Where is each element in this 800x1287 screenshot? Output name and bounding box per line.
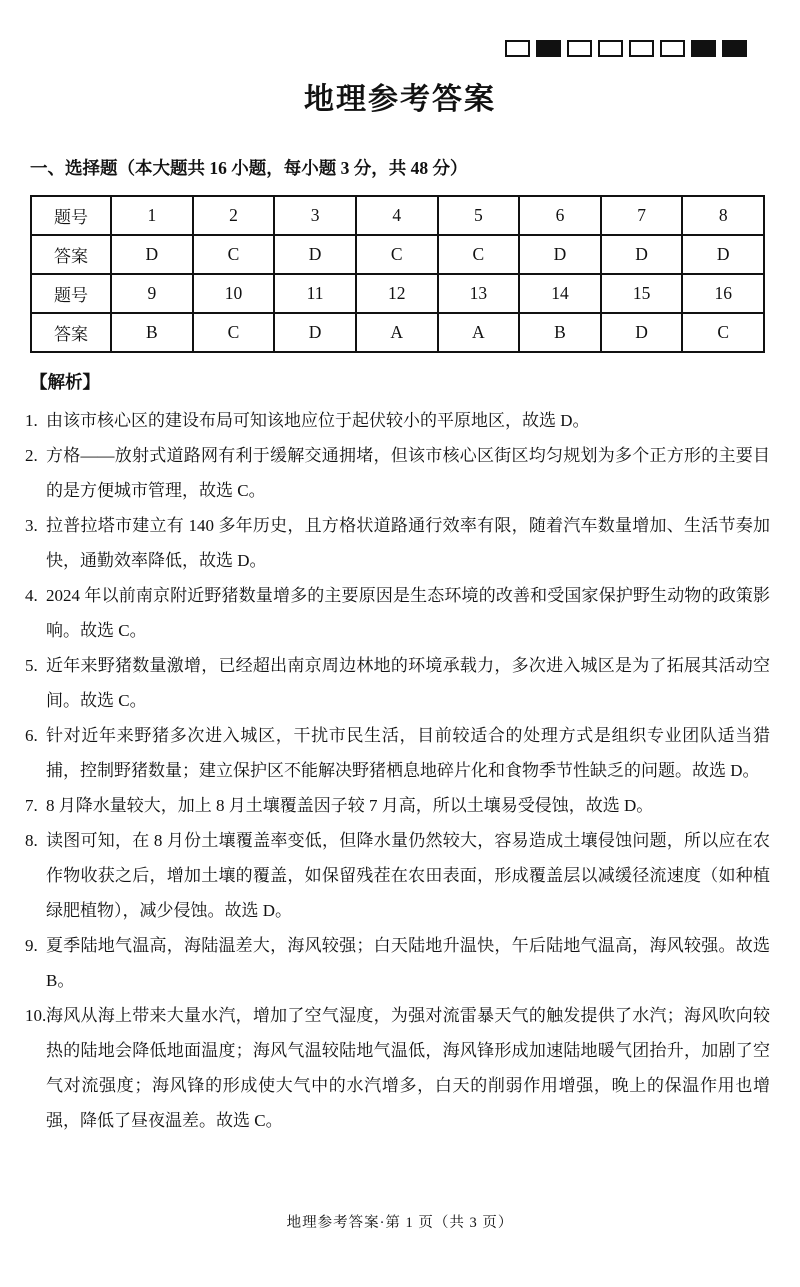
answer-row-2 [31,313,764,352]
question-number-row-2-cell: 9 [111,274,193,313]
analysis-item-text: 8 月降水量较大，加上 8 月土壤覆盖因子较 7 月高，所以土壤易受侵蚀，故选 D。 [46,796,654,815]
question-number-row-1-cell: 1 [111,196,193,235]
analysis-item-5 [25,648,770,718]
answer-row-1-cell: D [601,235,683,274]
answer-table [30,195,765,353]
crop-mark-filled [536,40,561,57]
answer-row-2-cell: A [438,313,520,352]
analysis-item-number: 7. [25,796,38,815]
analysis-item-number: 4. [25,586,38,605]
question-number-row-1-cell: 4 [356,196,438,235]
analysis-item-text: 海风从海上带来大量水汽，增加了空气湿度，为强对流雷暴天气的触发提供了水汽；海风吹向较热的陆地会降低地面温度；海风气温较陆地气温低，海风锋形成加速陆地暖气团抬升，加剧了空气对流强度；海风锋的形成使大气中的水汽增多，白天的削弱作用增强，晚上的保温作用也增强，降低了昼夜温差。故选 C。 [46,1006,770,1130]
question-number-row-2-label: 题号 [31,274,111,313]
print-registration-marks [505,40,747,57]
analysis-item-number: 10. [25,1006,47,1025]
analysis-item-8 [25,823,770,928]
analysis-item-number: 9. [25,936,38,955]
crop-mark-filled [722,40,747,57]
analysis-item-text: 近年来野猪数量激增，已经超出南京周边林地的环境承载力，多次进入城区是为了拓展其活动空间。故选 C。 [46,656,770,710]
analysis-item-number: 5. [25,656,38,675]
answer-row-1-label: 答案 [31,235,111,274]
question-number-row-2-cell: 10 [193,274,275,313]
analysis-item-number: 8. [25,831,38,850]
analysis-item-3 [25,508,770,578]
question-number-row-2-cell: 16 [682,274,764,313]
analysis-item-number: 3. [25,516,38,535]
question-number-row-1-label: 题号 [31,196,111,235]
question-number-row-1-cell: 3 [274,196,356,235]
analysis-item-10 [25,998,770,1138]
page-footer: 地理参考答案·第 1 页（共 3 页） [286,1215,514,1231]
question-number-row-2-cell: 11 [274,274,356,313]
answer-row-1-cell: D [111,235,193,274]
page-title: 地理参考答案 [304,83,496,116]
answer-row-2-cell: A [356,313,438,352]
question-number-row-1-cell: 8 [682,196,764,235]
question-number-row-2 [31,274,764,313]
answer-row-2-cell: C [193,313,275,352]
question-number-row-1-cell: 6 [519,196,601,235]
answer-row-2-cell: C [682,313,764,352]
answer-row-1 [31,235,764,274]
answer-row-1-cell: C [193,235,275,274]
answer-row-2-label: 答案 [31,313,111,352]
question-number-row-1-cell: 7 [601,196,683,235]
analysis-item-6 [25,718,770,788]
question-number-row-2-cell: 15 [601,274,683,313]
analysis-item-2 [25,438,770,508]
analysis-item-number: 1. [25,411,38,430]
analysis-item-text: 方格——放射式道路网有利于缓解交通拥堵，但该市核心区街区均匀规划为多个正方形的主要目的是方便城市管理，故选 C。 [46,446,770,500]
analysis-item-text: 2024 年以前南京附近野猪数量增多的主要原因是生态环境的改善和受国家保护野生动物的政策影响。故选 C。 [46,586,770,640]
analysis-item-text: 拉普拉塔市建立有 140 多年历史，且方格状道路通行效率有限，随着汽车数量增加、生活节奏加快，通勤效率降低，故选 D。 [46,516,770,570]
answer-table-body [31,196,764,352]
crop-mark-empty [660,40,685,57]
answer-row-2-cell: B [519,313,601,352]
answer-row-1-cell: C [356,235,438,274]
analysis-item-7 [25,788,770,823]
question-number-row-1 [31,196,764,235]
question-number-row-2-cell: 12 [356,274,438,313]
analysis-item-9 [25,928,770,998]
answer-row-1-cell: C [438,235,520,274]
analysis-item-4 [25,578,770,648]
question-number-row-1-cell: 5 [438,196,520,235]
question-number-row-2-cell: 13 [438,274,520,313]
answer-row-2-cell: D [601,313,683,352]
answer-row-1-cell: D [682,235,764,274]
analysis-item-number: 2. [25,446,38,465]
analysis-item-number: 6. [25,726,38,745]
section-heading: 一、选择题（本大题共 16 小题，每小题 3 分，共 48 分） [30,158,468,178]
crop-mark-empty [567,40,592,57]
question-number-row-2-cell: 14 [519,274,601,313]
answer-row-1-cell: D [519,235,601,274]
analysis-heading: 【解析】 [30,372,100,392]
crop-mark-empty [505,40,530,57]
answer-row-2-cell: D [274,313,356,352]
analysis-item-text: 针对近年来野猪多次进入城区，干扰市民生活，目前较适合的处理方式是组织专业团队适当猎捕，控制野猪数量；建立保护区不能解决野猪栖息地碎片化和食物季节性缺乏的问题。故选 D。 [46,726,770,780]
analysis-item-text: 夏季陆地气温高，海陆温差大，海风较强；白天陆地升温快，午后陆地气温高，海风较强。故选 B。 [46,936,770,990]
question-number-row-1-cell: 2 [193,196,275,235]
crop-mark-empty [598,40,623,57]
answer-row-2-cell: B [111,313,193,352]
crop-mark-filled [691,40,716,57]
analysis-item-text: 由该市核心区的建设布局可知该地应位于起伏较小的平原地区，故选 D。 [46,411,590,430]
analysis-item-text: 读图可知，在 8 月份土壤覆盖率变低，但降水量仍然较大，容易造成土壤侵蚀问题，所以应在农作物收获之后，增加土壤的覆盖，如保留残茬在农田表面，形成覆盖层以减缓径流速度（如种植绿肥植物），减少侵蚀。故选 D。 [46,831,770,920]
answer-row-1-cell: D [274,235,356,274]
analysis-item-1 [25,403,770,438]
crop-mark-empty [629,40,654,57]
analysis-list [25,403,770,1138]
